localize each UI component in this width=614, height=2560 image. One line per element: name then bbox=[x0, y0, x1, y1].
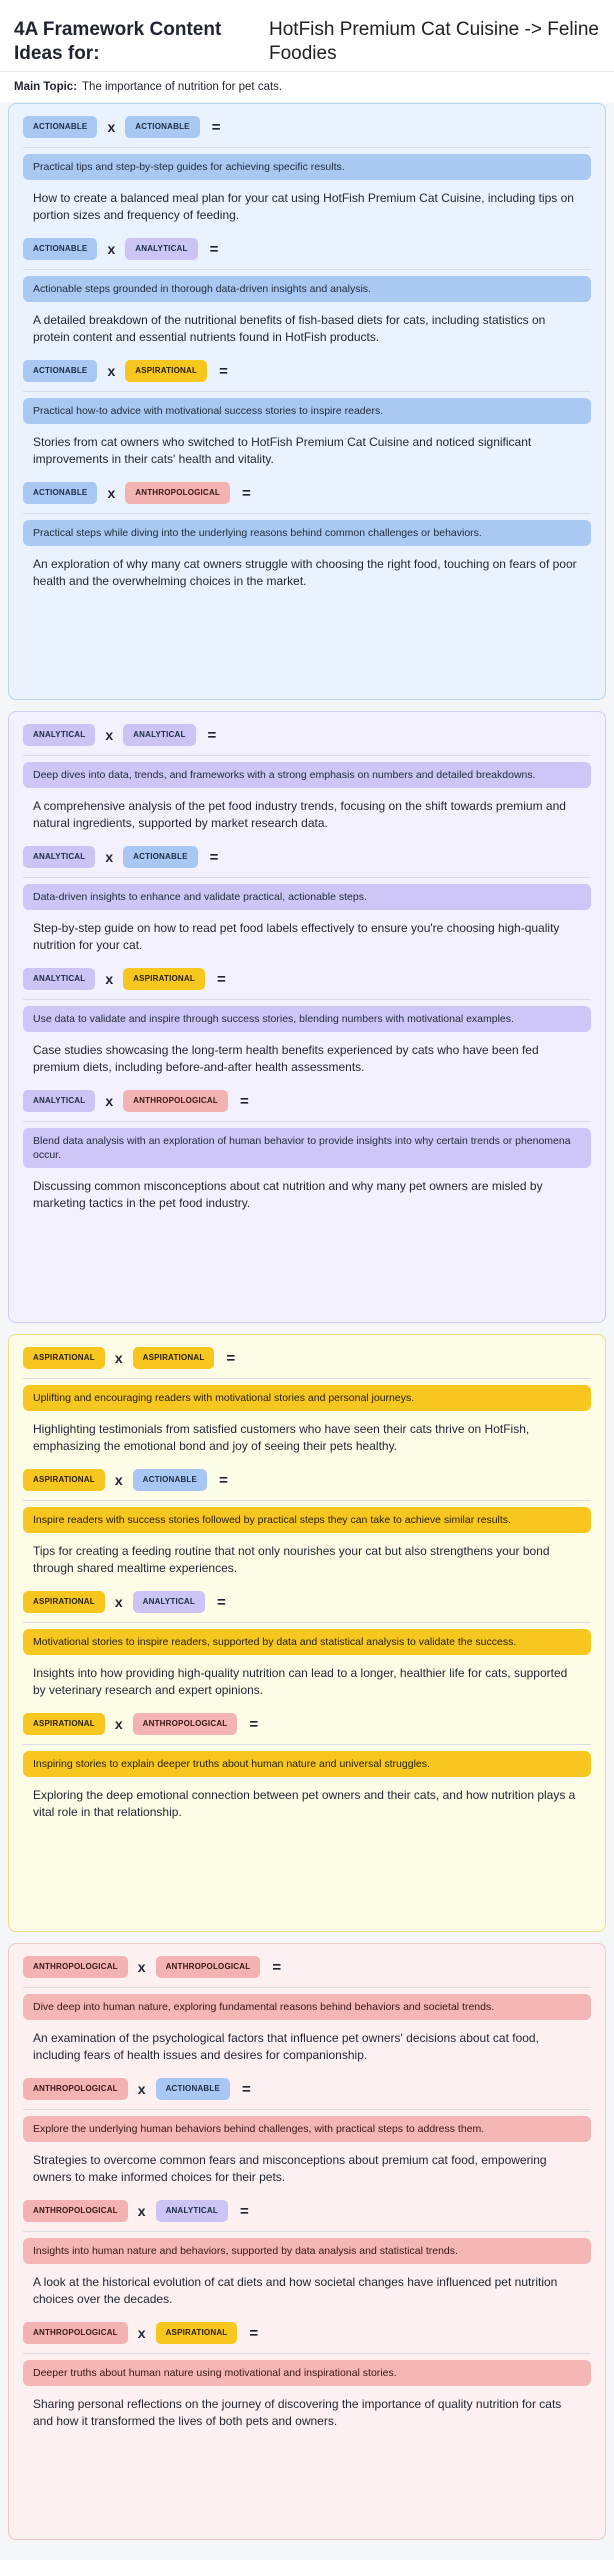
content-idea: Highlighting testimonials from satisfied customers who have seen their cats thrive on HotFish, emphasizing the emotional bond and joy of seeing their pets healthy. bbox=[33, 1422, 530, 1453]
badge-aspirational: ASPIRATIONAL bbox=[23, 1713, 105, 1735]
badge-actionable: ACTIONABLE bbox=[125, 116, 199, 138]
combo-formula bbox=[23, 724, 591, 746]
combo-description: Practical how-to advice with motivational success stories to inspire readers. bbox=[23, 398, 591, 424]
times-operator: x bbox=[114, 1716, 123, 1732]
divider bbox=[23, 147, 591, 148]
badge-actionable: ACTIONABLE bbox=[123, 846, 197, 868]
times-operator: x bbox=[114, 1472, 123, 1488]
content-idea: An examination of the psychological factors that influence pet owners' decisions about cat food, including fears of health issues and desires for companionship. bbox=[33, 2031, 539, 2062]
page-title: 4A Framework Content Ideas for: bbox=[14, 19, 222, 64]
content-idea: Insights into how providing high-quality nutrition can lead to a longer, healthier life for cats, supported by veterinary research and expert opinions. bbox=[33, 1666, 568, 1697]
combo-anthropological-2 bbox=[23, 2200, 591, 2308]
content-idea: Strategies to overcome common fears and misconceptions about premium cat food, empowering owners to make informed choices for their pets. bbox=[33, 2153, 547, 2184]
combo-formula bbox=[23, 482, 591, 504]
content-idea: Discussing common misconceptions about cat nutrition and why many pet owners are misled by marketing tactics in the pet food industry. bbox=[33, 1179, 543, 1210]
section-analytical bbox=[8, 711, 606, 1323]
divider bbox=[23, 391, 591, 392]
combo-description: Dive deep into human nature, exploring fundamental reasons behind behaviors and societal trends. bbox=[23, 1994, 591, 2020]
combo-description: Inspire readers with success stories followed by practical steps they can take to achieve similar results. bbox=[23, 1507, 591, 1533]
badge-aspirational: ASPIRATIONAL bbox=[133, 1347, 215, 1369]
framework-sections bbox=[0, 103, 614, 2540]
equals-operator: = bbox=[216, 970, 226, 988]
combo-aspirational-1 bbox=[23, 1469, 591, 1577]
times-operator: x bbox=[107, 119, 116, 135]
combo-anthropological-0 bbox=[23, 1956, 591, 2064]
combo-description: Motivational stories to inspire readers, supported by data and statistical analysis to validate the success. bbox=[23, 1629, 591, 1655]
equals-operator: = bbox=[207, 726, 217, 744]
divider bbox=[23, 2109, 591, 2110]
times-operator: x bbox=[114, 1350, 123, 1366]
content-idea: How to create a balanced meal plan for your cat using HotFish Premium Cat Cuisine, including tips on portion sizes and frequency of feeding. bbox=[33, 191, 574, 222]
combo-analytical-2 bbox=[23, 968, 591, 1076]
main-topic-value: The importance of nutrition for pet cats. bbox=[82, 81, 283, 93]
divider bbox=[23, 1378, 591, 1379]
equals-operator: = bbox=[272, 1958, 282, 1976]
equals-operator: = bbox=[239, 2202, 249, 2220]
combo-description: Explore the underlying human behaviors behind challenges, with practical steps to address them. bbox=[23, 2116, 591, 2142]
content-idea: Tips for creating a feeding routine that not only nourishes your cat but also strengthens your bond through shared mealtime experiences. bbox=[33, 1544, 550, 1575]
combo-formula bbox=[23, 2322, 591, 2344]
combo-description: Insights into human nature and behaviors, supported by data analysis and statistical trends. bbox=[23, 2238, 591, 2264]
equals-operator: = bbox=[211, 118, 221, 136]
badge-anthropological: ANTHROPOLOGICAL bbox=[23, 2078, 128, 2100]
main-topic-label: Main Topic: bbox=[14, 81, 78, 93]
content-idea: A detailed breakdown of the nutritional benefits of fish-based diets for cats, including statistics on protein content and essential nutrients found in HotFish products. bbox=[33, 313, 546, 344]
combo-actionable-2 bbox=[23, 360, 591, 468]
combo-formula bbox=[23, 2200, 591, 2222]
badge-analytical: ANALYTICAL bbox=[125, 238, 197, 260]
combo-formula bbox=[23, 116, 591, 138]
combo-description: Use data to validate and inspire through success stories, blending numbers with motivational examples. bbox=[23, 1006, 591, 1032]
section-aspirational bbox=[8, 1334, 606, 1932]
combo-description: Inspiring stories to explain deeper truths about human nature and universal struggles. bbox=[23, 1751, 591, 1777]
equals-operator: = bbox=[216, 1593, 226, 1611]
badge-anthropological: ANTHROPOLOGICAL bbox=[125, 482, 230, 504]
section-anthropological bbox=[8, 1943, 606, 2540]
combo-aspirational-0 bbox=[23, 1347, 591, 1455]
badge-anthropological: ANTHROPOLOGICAL bbox=[23, 2200, 128, 2222]
content-idea: Step-by-step guide on how to read pet food labels effectively to ensure you're choosing high-quality nutrition for your cat. bbox=[33, 921, 560, 952]
equals-operator: = bbox=[219, 1471, 228, 1489]
divider bbox=[23, 999, 591, 1000]
badge-analytical: ANALYTICAL bbox=[23, 1090, 95, 1112]
equals-operator: = bbox=[209, 240, 219, 258]
combo-analytical-0 bbox=[23, 724, 591, 832]
badge-aspirational: ASPIRATIONAL bbox=[123, 968, 205, 990]
badge-anthropological: ANTHROPOLOGICAL bbox=[156, 1956, 261, 1978]
combo-analytical-1 bbox=[23, 846, 591, 954]
combo-formula bbox=[23, 238, 591, 260]
badge-anthropological: ANTHROPOLOGICAL bbox=[123, 1090, 228, 1112]
combo-formula bbox=[23, 2078, 591, 2100]
divider bbox=[23, 1500, 591, 1501]
badge-analytical: ANALYTICAL bbox=[156, 2200, 228, 2222]
content-idea: Stories from cat owners who switched to HotFish Premium Cat Cuisine and noticed significant improvements in their cats' health and vitality. bbox=[33, 435, 532, 466]
badge-analytical: ANALYTICAL bbox=[23, 724, 95, 746]
badge-aspirational: ASPIRATIONAL bbox=[156, 2322, 238, 2344]
times-operator: x bbox=[107, 363, 116, 379]
combo-actionable-1 bbox=[23, 238, 591, 346]
divider bbox=[23, 513, 591, 514]
combo-aspirational-3 bbox=[23, 1713, 591, 1821]
section-top-spacer bbox=[23, 104, 591, 116]
combo-formula bbox=[23, 846, 591, 868]
content-idea: A look at the historical evolution of cat diets and how societal changes have influenced pet nutrition choices over the decades. bbox=[33, 2275, 558, 2306]
divider bbox=[23, 755, 591, 756]
equals-operator: = bbox=[249, 2324, 259, 2342]
divider bbox=[23, 1121, 591, 1122]
combo-description: Practical steps while diving into the underlying reasons behind common challenges or behaviors. bbox=[23, 520, 591, 546]
times-operator: x bbox=[107, 241, 116, 257]
combo-description: Actionable steps grounded in thorough data-driven insights and analysis. bbox=[23, 276, 591, 302]
times-operator: x bbox=[114, 1594, 123, 1610]
equals-operator: = bbox=[242, 484, 251, 502]
times-operator: x bbox=[105, 1093, 114, 1109]
divider bbox=[23, 877, 591, 878]
equals-operator: = bbox=[226, 1349, 236, 1367]
badge-actionable: ACTIONABLE bbox=[23, 482, 97, 504]
times-operator: x bbox=[105, 849, 114, 865]
times-operator: x bbox=[137, 2203, 146, 2219]
combo-description: Deeper truths about human nature using motivational and inspirational stories. bbox=[23, 2360, 591, 2386]
badge-actionable: ACTIONABLE bbox=[23, 116, 97, 138]
main-topic bbox=[0, 72, 614, 102]
divider bbox=[23, 2231, 591, 2232]
badge-anthropological: ANTHROPOLOGICAL bbox=[23, 2322, 128, 2344]
times-operator: x bbox=[105, 971, 114, 987]
section-top-spacer bbox=[23, 1335, 591, 1347]
combo-formula bbox=[23, 1469, 591, 1491]
content-idea: Sharing personal reflections on the journey of discovering the importance of quality nutrition for cats and how it transformed the lives of both pets and owners. bbox=[33, 2397, 562, 2428]
combo-analytical-3 bbox=[23, 1090, 591, 1212]
divider bbox=[23, 1744, 591, 1745]
combo-anthropological-1 bbox=[23, 2078, 591, 2186]
equals-operator: = bbox=[219, 362, 228, 380]
times-operator: x bbox=[137, 1959, 146, 1975]
combo-formula bbox=[23, 1956, 591, 1978]
badge-aspirational: ASPIRATIONAL bbox=[23, 1469, 105, 1491]
content-idea: Exploring the deep emotional connection between pet owners and their cats, and how nutrition plays a vital role in that relationship. bbox=[33, 1788, 576, 1819]
combo-description: Data-driven insights to enhance and validate practical, actionable steps. bbox=[23, 884, 591, 910]
times-operator: x bbox=[107, 485, 116, 501]
combo-anthropological-3 bbox=[23, 2322, 591, 2430]
badge-actionable: ACTIONABLE bbox=[133, 1469, 207, 1491]
divider bbox=[23, 1622, 591, 1623]
divider bbox=[23, 2353, 591, 2354]
combo-formula bbox=[23, 1591, 591, 1613]
badge-actionable: ACTIONABLE bbox=[23, 238, 97, 260]
badge-aspirational: ASPIRATIONAL bbox=[23, 1347, 105, 1369]
combo-description: Practical tips and step-by-step guides for achieving specific results. bbox=[23, 154, 591, 180]
section-top-spacer bbox=[23, 712, 591, 724]
times-operator: x bbox=[137, 2325, 146, 2341]
combo-formula bbox=[23, 1090, 591, 1112]
divider bbox=[23, 1987, 591, 1988]
badge-analytical: ANALYTICAL bbox=[123, 724, 195, 746]
section-actionable bbox=[8, 103, 606, 700]
badge-aspirational: ASPIRATIONAL bbox=[23, 1591, 105, 1613]
times-operator: x bbox=[105, 727, 114, 743]
content-idea: Case studies showcasing the long-term health benefits experienced by cats who have been fed premium diets, including before-and-after health assessments. bbox=[33, 1043, 539, 1074]
badge-analytical: ANALYTICAL bbox=[23, 968, 95, 990]
equals-operator: = bbox=[239, 1092, 249, 1110]
times-operator: x bbox=[137, 2081, 146, 2097]
badge-actionable: ACTIONABLE bbox=[23, 360, 97, 382]
combo-description: Deep dives into data, trends, and frameworks with a strong emphasis on numbers and detailed breakdowns. bbox=[23, 762, 591, 788]
combo-description: Uplifting and encouraging readers with motivational stories and personal journeys. bbox=[23, 1385, 591, 1411]
badge-aspirational: ASPIRATIONAL bbox=[125, 360, 207, 382]
badge-anthropological: ANTHROPOLOGICAL bbox=[23, 1956, 128, 1978]
combo-formula bbox=[23, 968, 591, 990]
combo-actionable-3 bbox=[23, 482, 591, 590]
section-top-spacer bbox=[23, 1944, 591, 1956]
badge-analytical: ANALYTICAL bbox=[23, 846, 95, 868]
combo-actionable-0 bbox=[23, 116, 591, 224]
combo-formula bbox=[23, 1347, 591, 1369]
badge-analytical: ANALYTICAL bbox=[133, 1591, 205, 1613]
product-name: HotFish Premium Cat Cuisine -> Feline Foodies bbox=[269, 19, 599, 64]
content-idea: A comprehensive analysis of the pet food industry trends, focusing on the shift towards premium and natural ingredients, supported by market research data. bbox=[33, 799, 566, 830]
badge-anthropological: ANTHROPOLOGICAL bbox=[133, 1713, 238, 1735]
equals-operator: = bbox=[242, 2080, 251, 2098]
header bbox=[0, 0, 614, 72]
equals-operator: = bbox=[209, 848, 219, 866]
content-idea: An exploration of why many cat owners struggle with choosing the right food, touching on fears of poor health and the overwhelming choices in the market. bbox=[33, 557, 577, 588]
badge-actionable: ACTIONABLE bbox=[156, 2078, 230, 2100]
combo-formula bbox=[23, 1713, 591, 1735]
divider bbox=[23, 269, 591, 270]
equals-operator: = bbox=[249, 1715, 259, 1733]
combo-formula bbox=[23, 360, 591, 382]
combo-description: Blend data analysis with an exploration of human behavior to provide insights into why certain trends or phenomena occur. bbox=[23, 1128, 591, 1168]
combo-aspirational-2 bbox=[23, 1591, 591, 1699]
